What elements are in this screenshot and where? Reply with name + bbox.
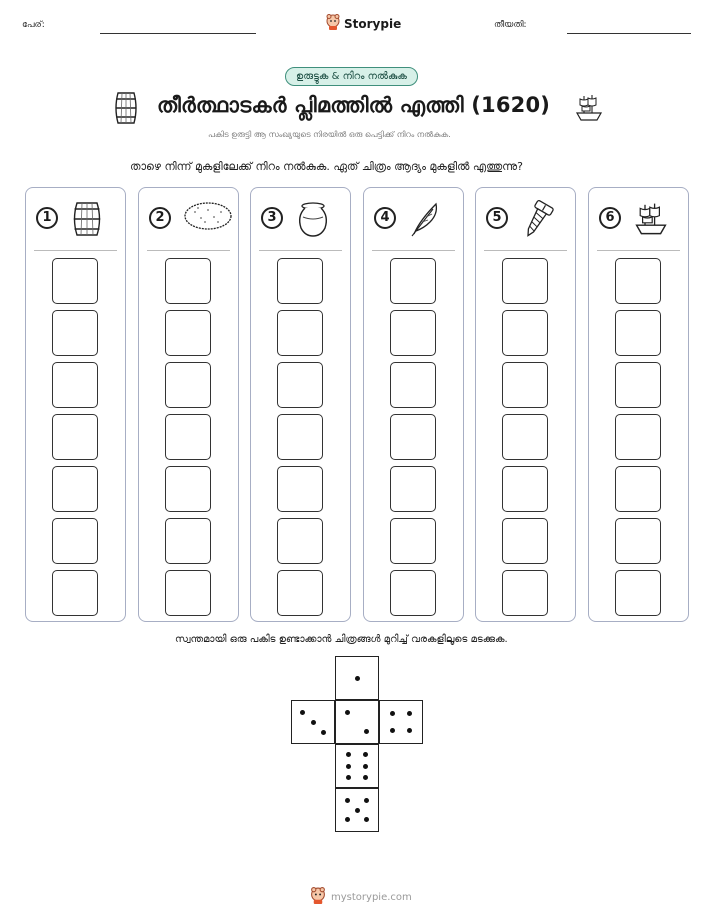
color-box[interactable] — [502, 570, 548, 616]
column-number: 1 — [36, 207, 58, 229]
die-pip — [346, 764, 351, 769]
die-face — [335, 744, 379, 788]
color-box[interactable] — [615, 466, 661, 512]
color-box[interactable] — [390, 414, 436, 460]
die-pip — [355, 808, 360, 813]
color-box[interactable] — [277, 310, 323, 356]
color-box[interactable] — [165, 258, 211, 304]
die-pip — [407, 728, 412, 733]
color-box[interactable] — [277, 362, 323, 408]
color-box[interactable] — [277, 570, 323, 616]
color-box[interactable] — [52, 518, 98, 564]
color-box[interactable] — [615, 570, 661, 616]
color-box[interactable] — [502, 414, 548, 460]
die-instruction: സ്വന്തമായി ഒരു പകിട ഉണ്ടാക്കാൻ ചിത്രങ്ങൾ മുറിച്ച് വരകളിലൂടെ മടക്കുക. — [175, 634, 508, 645]
color-box[interactable] — [165, 466, 211, 512]
brand-name: Storypie — [344, 16, 402, 31]
color-box[interactable] — [52, 414, 98, 460]
color-box[interactable] — [165, 310, 211, 356]
page-title: തീർത്ഥാടകർ പ്ലിമത്തിൽ എത്തി (1620) — [157, 93, 551, 117]
column-number: 5 — [486, 207, 508, 229]
color-box[interactable] — [502, 310, 548, 356]
die-pip — [363, 752, 368, 757]
color-box[interactable] — [390, 466, 436, 512]
die-pip — [346, 752, 351, 757]
color-box[interactable] — [502, 362, 548, 408]
die-pip — [364, 798, 369, 803]
instruction: താഴെ നിന്ന് മുകളിലേക്ക് നിറം നൽകുക. ഏത് ചിത്രം ആദ്യം മുകളിൽ എത്തുന്നു? — [130, 160, 523, 173]
die-pip — [345, 817, 350, 822]
die-face — [335, 788, 379, 832]
footer-website[interactable]: mystorypie.com — [331, 891, 412, 903]
column-header — [476, 188, 575, 250]
column-divider — [372, 250, 455, 251]
quill-feather-icon — [408, 200, 442, 242]
activity-badge: ഉരുട്ടുക & നിറം നൽകുക — [285, 67, 418, 86]
color-box[interactable] — [52, 258, 98, 304]
column-number: 3 — [261, 207, 283, 229]
die-face — [335, 656, 379, 700]
color-box[interactable] — [165, 570, 211, 616]
color-box[interactable] — [390, 310, 436, 356]
footer — [310, 887, 412, 907]
color-box[interactable] — [277, 414, 323, 460]
barrel-title-icon — [113, 91, 139, 129]
die-pip — [355, 676, 360, 681]
die-pip — [300, 710, 305, 715]
color-box[interactable] — [615, 414, 661, 460]
column-divider — [484, 250, 567, 251]
color-box[interactable] — [390, 518, 436, 564]
die-pip — [345, 798, 350, 803]
screw-icon — [520, 200, 554, 244]
column-divider — [259, 250, 342, 251]
bread-icon — [183, 200, 233, 236]
color-box[interactable] — [52, 570, 98, 616]
color-box[interactable] — [390, 362, 436, 408]
color-box[interactable] — [615, 362, 661, 408]
die-pip — [390, 711, 395, 716]
color-box[interactable] — [52, 466, 98, 512]
ship-icon — [633, 200, 669, 240]
subtitle: പകിട ഉരുട്ടി ആ സംഖ്യയുടെ നിരയിൽ ഒരു പെട്ടിക്ക് നിറം നൽകുക. — [208, 130, 451, 139]
storypie-footer-icon — [310, 887, 326, 907]
color-box[interactable] — [277, 466, 323, 512]
pot-icon — [295, 200, 331, 242]
date-line[interactable] — [567, 33, 691, 34]
name-line[interactable] — [100, 33, 256, 34]
die-pip — [363, 764, 368, 769]
die-pip — [346, 775, 351, 780]
column-header — [589, 188, 688, 250]
column-divider — [597, 250, 680, 251]
die-pip — [321, 730, 326, 735]
color-box[interactable] — [165, 518, 211, 564]
dice-column — [363, 187, 464, 622]
die-pip — [407, 711, 412, 716]
dice-column — [250, 187, 351, 622]
color-box[interactable] — [502, 518, 548, 564]
brand-logo — [326, 14, 401, 33]
die-pip — [364, 817, 369, 822]
column-number: 4 — [374, 207, 396, 229]
dice-column — [588, 187, 689, 622]
color-box[interactable] — [277, 518, 323, 564]
color-box[interactable] — [52, 310, 98, 356]
name-label: പേര്: — [22, 20, 45, 30]
color-box[interactable] — [277, 258, 323, 304]
die-pip — [390, 728, 395, 733]
barrel-icon — [70, 200, 104, 242]
column-header — [26, 188, 125, 250]
ship-title-icon — [574, 92, 604, 126]
dice-column — [138, 187, 239, 622]
storypie-mascot-icon — [326, 14, 340, 33]
column-header — [251, 188, 350, 250]
color-box[interactable] — [615, 258, 661, 304]
column-header — [139, 188, 238, 250]
color-box[interactable] — [390, 570, 436, 616]
column-header — [364, 188, 463, 250]
die-pip — [311, 720, 316, 725]
date-label: തീയതി: — [494, 20, 527, 30]
die-pip — [345, 710, 350, 715]
color-box[interactable] — [615, 518, 661, 564]
die-face — [291, 700, 335, 744]
die-face — [379, 700, 423, 744]
dice-column — [25, 187, 126, 622]
color-box[interactable] — [52, 362, 98, 408]
color-box[interactable] — [165, 362, 211, 408]
dice-column — [475, 187, 576, 622]
column-number: 2 — [149, 207, 171, 229]
die-face — [335, 700, 379, 744]
color-box[interactable] — [502, 466, 548, 512]
die-pip — [364, 729, 369, 734]
die-pip — [363, 775, 368, 780]
column-divider — [147, 250, 230, 251]
column-divider — [34, 250, 117, 251]
color-box[interactable] — [615, 310, 661, 356]
column-number: 6 — [599, 207, 621, 229]
color-box[interactable] — [390, 258, 436, 304]
color-box[interactable] — [165, 414, 211, 460]
color-box[interactable] — [502, 258, 548, 304]
